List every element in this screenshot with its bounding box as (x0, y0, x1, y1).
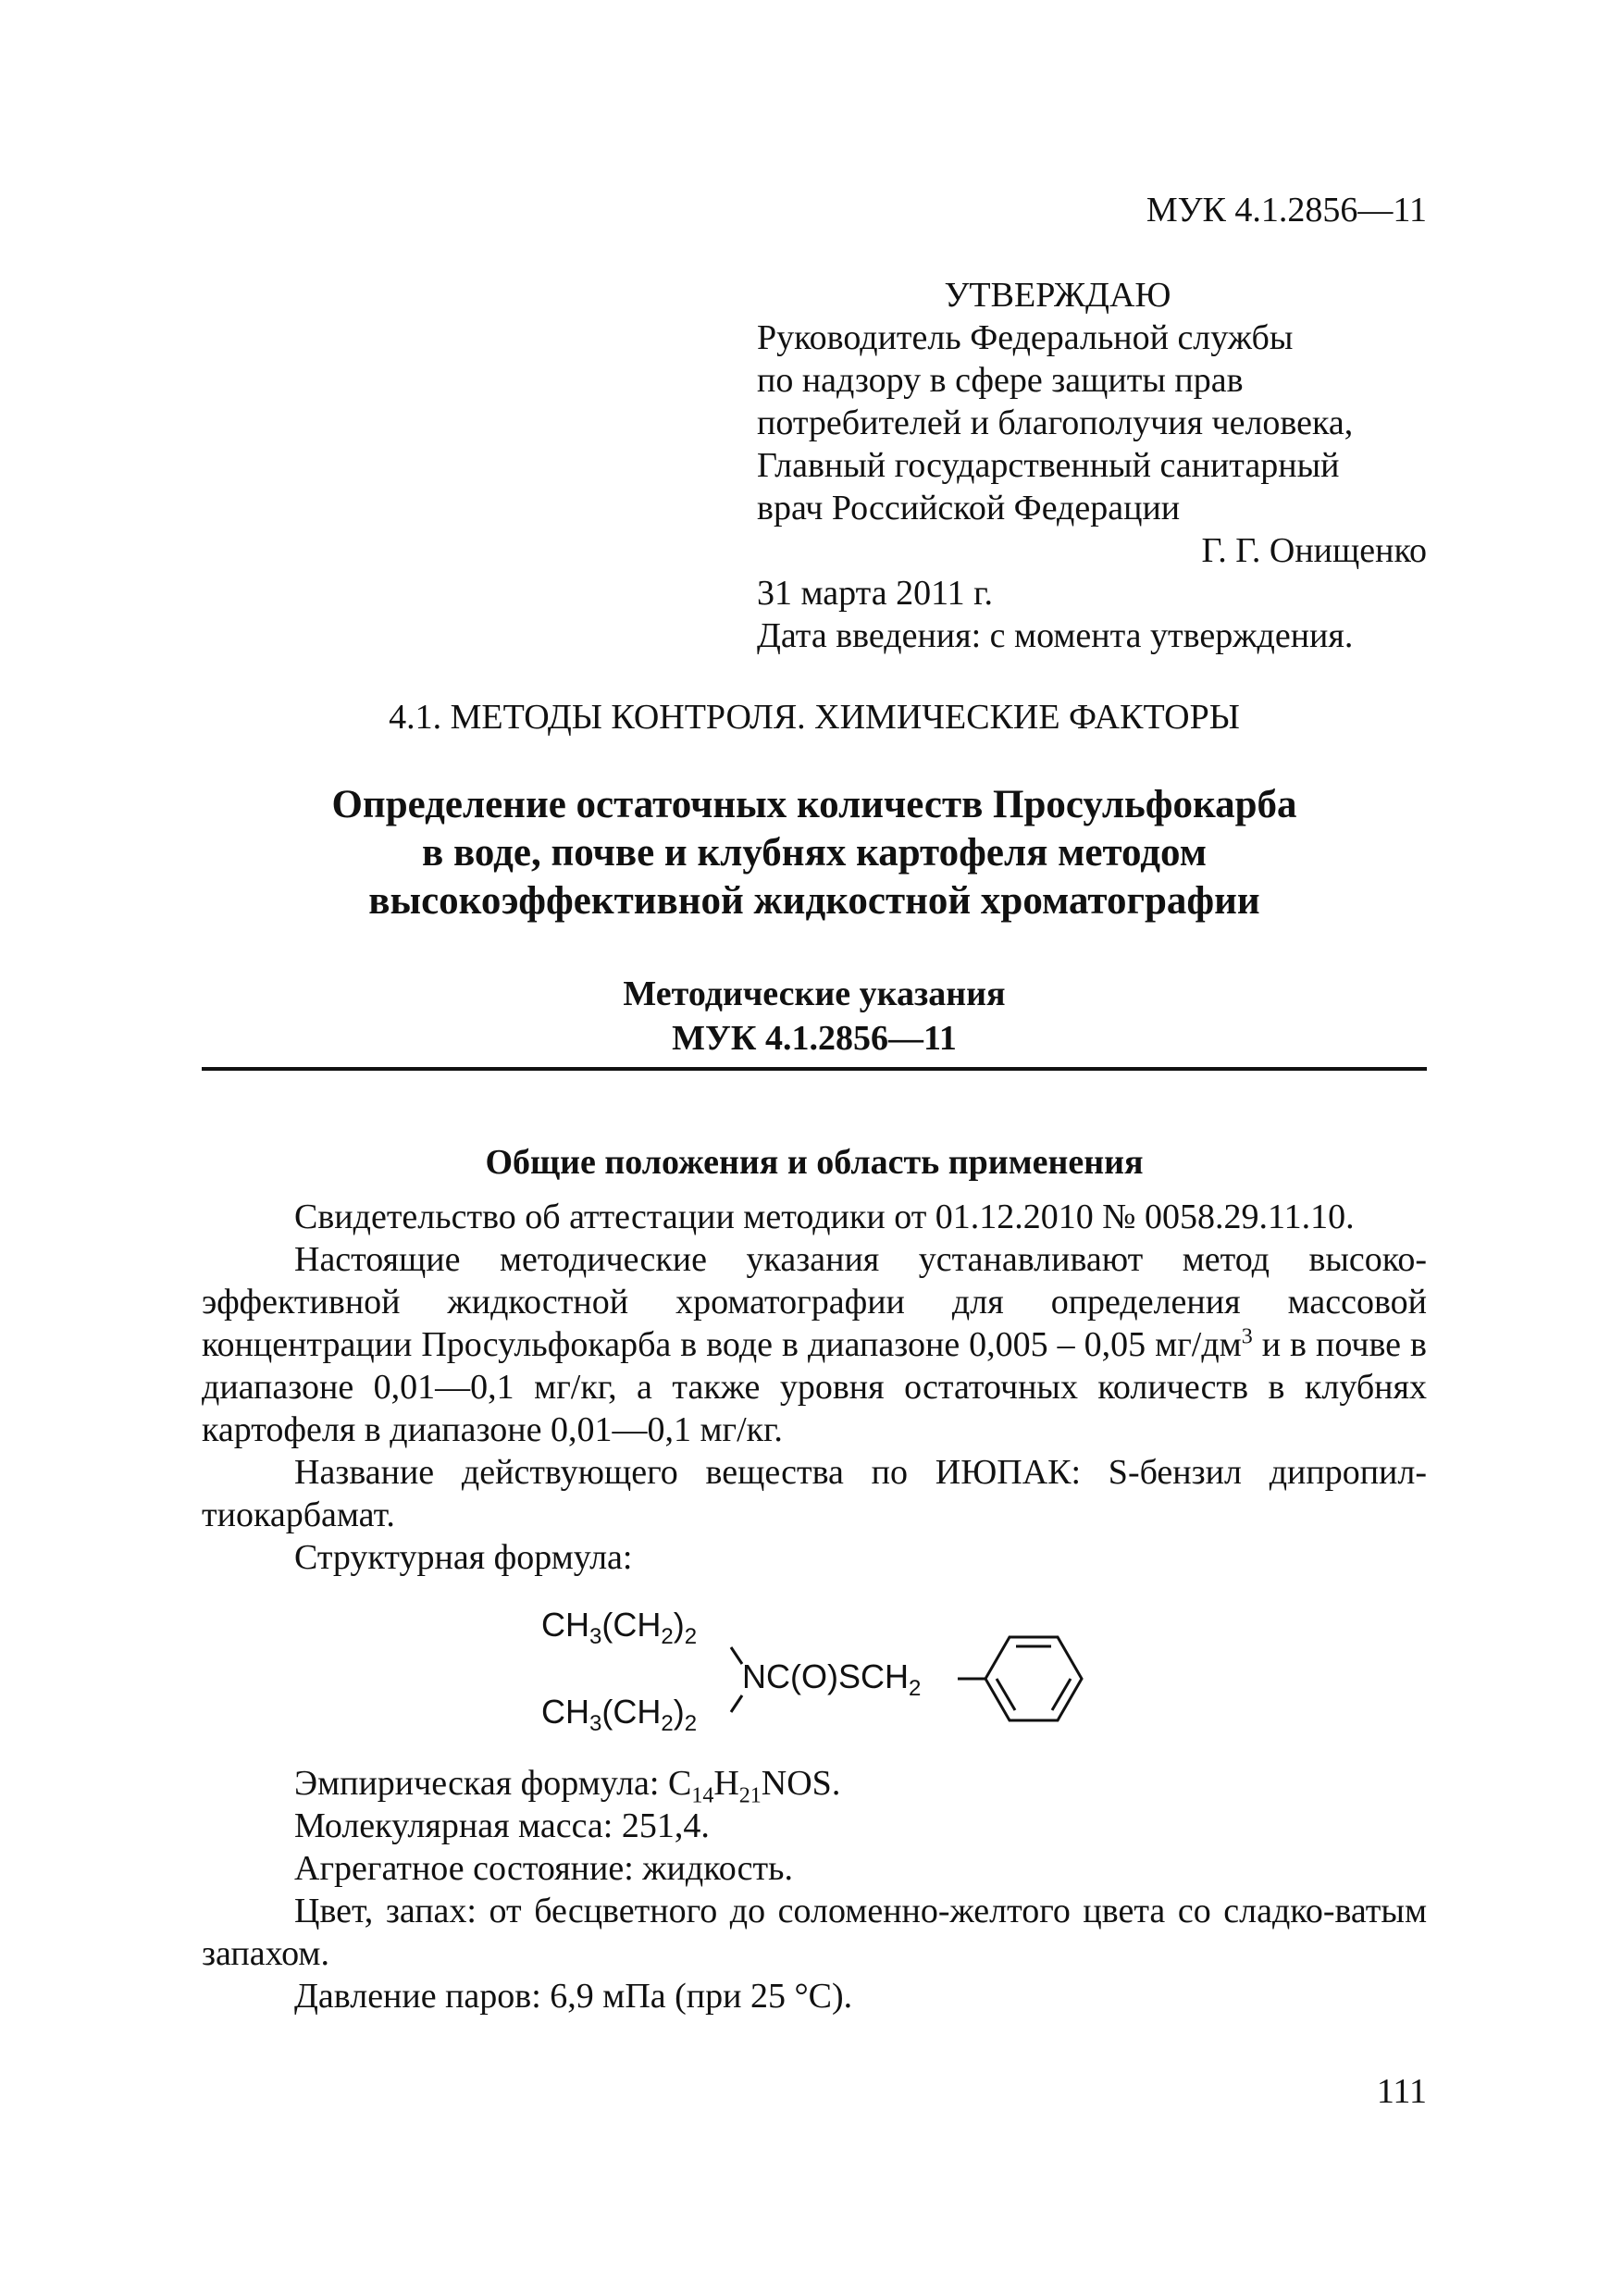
certificate-paragraph: Свидетельство об аттестации методики от 01.12.2010 № 0058.29.11.10. (294, 1198, 1355, 1236)
title-rule (202, 1067, 1427, 1071)
scope-text-end: и в почве в диапазоне 0,01—0,1 мг/кг, а также уровня остаточных количеств в клубнях картофеля в диапазоне 0,01—0,1 мг/кг. (202, 1325, 1427, 1449)
formula-bond-upper (731, 1647, 742, 1664)
approval-line: Руководитель Федеральной службы (757, 318, 1294, 357)
scope-text: Настоящие методические указания устанавливают метод высоко-эффективной жидкостной хроматографии для определения массовой концентрации Просульфокарба в воде в диапазоне 0,005 – 0,05 мг/дм (202, 1240, 1427, 1364)
approval-line: потребителей и благополучия человека, (757, 403, 1354, 442)
general-heading: Общие положения и область применения (485, 1143, 1144, 1182)
formula-upper-chain: $CH_3(CH_2)_2$ (541, 1606, 698, 1649)
formula-core: $NC(O)SCH_2$ (742, 1657, 922, 1701)
subtitle-code: МУК 4.1.2856—11 (672, 1019, 957, 1058)
title-line: высокоэффективной жидкостной хроматографии (368, 879, 1260, 923)
general-body (202, 1196, 1427, 1579)
approval-signer: Г. Г. Онищенко (1201, 531, 1427, 570)
formula-lower-chain: $CH_3(CH_2)_2$ (541, 1693, 698, 1736)
approval-line: врач Российской Федерации (757, 489, 1181, 527)
empirical-formula: Эмпирическая формула: $C_{14}H_{21}NOS$. (294, 1764, 841, 1808)
scope-superscript: 3 (1241, 1324, 1253, 1349)
molar-mass: Молекулярная масса: 251,4. (294, 1806, 710, 1845)
section-heading: 4.1. МЕТОДЫ КОНТРОЛЯ. ХИМИЧЕСКИЕ ФАКТОРЫ (389, 698, 1240, 737)
benzene-ring (985, 1637, 1082, 1720)
subtitle-type: Методические указания (623, 974, 1006, 1013)
aggregate-state: Агрегатное состояние: жидкость. (294, 1849, 793, 1888)
structural-formula-label: Структурная формула: (294, 1538, 633, 1577)
iupac-paragraph: Название действующего вещества по ИЮПАК: S-бензил дипропил-тиокарбамат. (202, 1453, 1427, 1534)
title-line: Определение остаточных количеств Просульфокарба (331, 783, 1297, 826)
properties-block (202, 1762, 1427, 2017)
document-subtitle (202, 972, 1427, 1061)
approval-line: по надзору в сфере защиты прав (757, 361, 1244, 400)
approval-line: Главный государственный санитарный (757, 446, 1340, 485)
scope-paragraph (202, 1238, 1427, 1451)
formula-bond-lower (731, 1695, 742, 1712)
page-number: 111 (1376, 2072, 1427, 2111)
approval-date: 31 марта 2011 г. (757, 574, 993, 613)
color-odor: Цвет, запах: от бесцветного до соломенно-желтого цвета со сладко-ватым запахом. (202, 1892, 1427, 1973)
document-title (202, 781, 1427, 925)
structural-formula (537, 1592, 1110, 1740)
approval-effective: Дата введения: с момента утверждения. (757, 616, 1354, 655)
approval-title: УТВЕРЖДАЮ (944, 276, 1171, 315)
title-line: в воде, почве и клубнях картофеля методом (421, 831, 1208, 875)
doc-code-header: МУК 4.1.2856—11 (1146, 191, 1427, 230)
vapor-pressure: Давление паров: 6,9 мПа (при 25 °С). (294, 1977, 853, 2016)
approval-block (757, 316, 1427, 657)
